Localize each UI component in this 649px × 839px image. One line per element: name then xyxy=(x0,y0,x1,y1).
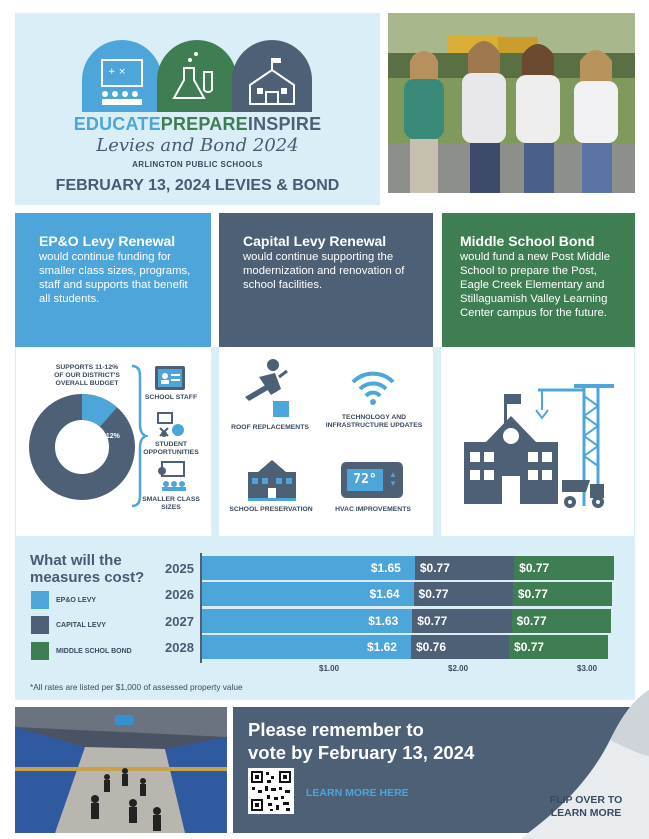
budget-donut-chart xyxy=(28,393,136,501)
year-label-2027: 2027 xyxy=(165,614,194,629)
small-class-icon xyxy=(156,461,186,496)
epo-levy-text: would continue funding for smaller class sizes, programs, staff and supports that benefit all students. xyxy=(39,251,191,305)
school-name: ARLINGTON PUBLIC SCHOOLS xyxy=(132,160,263,169)
epo-levy-title: EP&O Levy Renewal xyxy=(39,233,176,249)
year-label-2028: 2028 xyxy=(165,640,194,655)
middle-school-bond-text: would fund a new Post Middle School to prepare the Post, Eagle Creek Elementary and Stillaguamish Valley Learning Center campus for the future. xyxy=(460,251,611,319)
qr-code[interactable] xyxy=(248,768,294,814)
year-label-2025: 2025 xyxy=(165,561,194,576)
bar-bond-2027: $0.77 xyxy=(512,609,611,633)
brand-logo xyxy=(72,40,322,112)
year-label-2026: 2026 xyxy=(165,587,194,602)
capital-levy-text: would continue supporting the modernization and renovation of school facilities. xyxy=(243,251,405,291)
page-headline: FEBRUARY 13, 2024 LEVIES & BOND xyxy=(55,177,340,194)
thermostat-arrows: ▲ ▼ xyxy=(389,470,397,488)
x-tick-label: $1.00 xyxy=(319,664,340,673)
legend-swatch-epo xyxy=(31,591,49,609)
bar-epo-2026: $1.64 xyxy=(202,582,414,606)
thermostat-icon xyxy=(341,462,403,498)
bar-capital-2026: $0.77 xyxy=(414,582,513,606)
flip-line-2: LEARN MORE xyxy=(550,807,622,819)
brand-word-inspire: INSPIRE xyxy=(247,114,322,134)
bar-epo-2025: $1.65 xyxy=(202,556,415,580)
epo-levy-card xyxy=(15,213,211,347)
legend-swatch-capital xyxy=(31,616,49,634)
bar-epo-2028: $1.62 xyxy=(202,635,411,659)
id-badge-icon xyxy=(154,365,186,396)
bar-bond-2028: $0.77 xyxy=(509,635,608,659)
wifi-icon xyxy=(350,368,396,411)
capital-item-technology: TECHNOLOGY AND INFRASTRUCTURE UPDATES xyxy=(325,414,423,429)
legend-label-bond: MIDDLE SCHOL BOND xyxy=(56,648,132,655)
vote-line-2: vote by February 13, 2024 xyxy=(248,742,475,763)
x-tick-label: $2.00 xyxy=(448,664,469,673)
thermostat-readout: 72° xyxy=(347,469,383,491)
vote-reminder xyxy=(248,718,548,764)
capital-levy-card xyxy=(219,213,433,347)
cost-title: What will the measures cost? xyxy=(30,552,145,586)
column-divider xyxy=(433,347,441,537)
donut-label: 11-12% xyxy=(96,433,120,440)
capital-item-hvac: HVAC IMPROVEMENTS xyxy=(335,506,411,513)
bar-bond-2026: $0.77 xyxy=(513,582,612,606)
brand-wordmark xyxy=(15,114,380,135)
cost-footnote: *All rates are listed per $1,000 of assessed property value xyxy=(30,682,243,692)
svg-text:+ ×: + × xyxy=(108,67,126,77)
vote-line-1: Please remember to xyxy=(248,719,424,740)
bar-bond-2025: $0.77 xyxy=(514,556,613,580)
flip-over-note xyxy=(532,794,640,820)
epo-item-school-staff: SCHOOL STAFF xyxy=(144,394,198,401)
bracket xyxy=(128,362,148,512)
roof-repair-icon xyxy=(243,357,291,424)
middle-school-bond-card xyxy=(442,213,635,347)
school-building-icon xyxy=(246,458,298,507)
capital-item-preservation: SCHOOL PRESERVATION xyxy=(229,506,313,513)
flip-line-1: FLIP OVER TO xyxy=(549,794,623,806)
bar-capital-2025: $0.77 xyxy=(415,556,514,580)
epo-item-smaller-class-sizes: SMALLER CLASS SIZES xyxy=(142,496,200,511)
construction-school-illustration xyxy=(458,376,618,512)
subtitle: Levies and Bond 2024 xyxy=(96,135,299,156)
legend-label-epo: EP&O LEVY xyxy=(56,597,97,604)
column-divider xyxy=(211,347,219,537)
bar-capital-2028: $0.76 xyxy=(411,635,509,659)
legend-swatch-bond xyxy=(31,642,49,660)
middle-school-bond-title: Middle School Bond xyxy=(460,233,595,249)
epo-item-student-opportunities: STUDENT OPPORTUNITIES xyxy=(143,441,199,456)
capital-levy-title: Capital Levy Renewal xyxy=(243,233,387,249)
learn-more-link[interactable]: LEARN MORE HERE xyxy=(306,787,409,799)
hallway-photo xyxy=(15,707,227,833)
brand-word-educate: EDUCATE xyxy=(73,114,161,134)
capital-item-roof: ROOF REPLACEMENTS xyxy=(231,424,309,431)
legend-label-capital: CAPITAL LEVY xyxy=(56,622,106,629)
budget-share-note: SUPPORTS 11-12% OF OUR DISTRICT'S OVERALL BUDGET xyxy=(54,364,120,387)
bar-capital-2027: $0.77 xyxy=(412,609,511,633)
x-tick-label: $3.00 xyxy=(577,664,598,673)
students-photo xyxy=(388,13,635,193)
bar-epo-2027: $1.63 xyxy=(202,609,412,633)
brand-word-prepare: PREPARE xyxy=(160,114,248,134)
